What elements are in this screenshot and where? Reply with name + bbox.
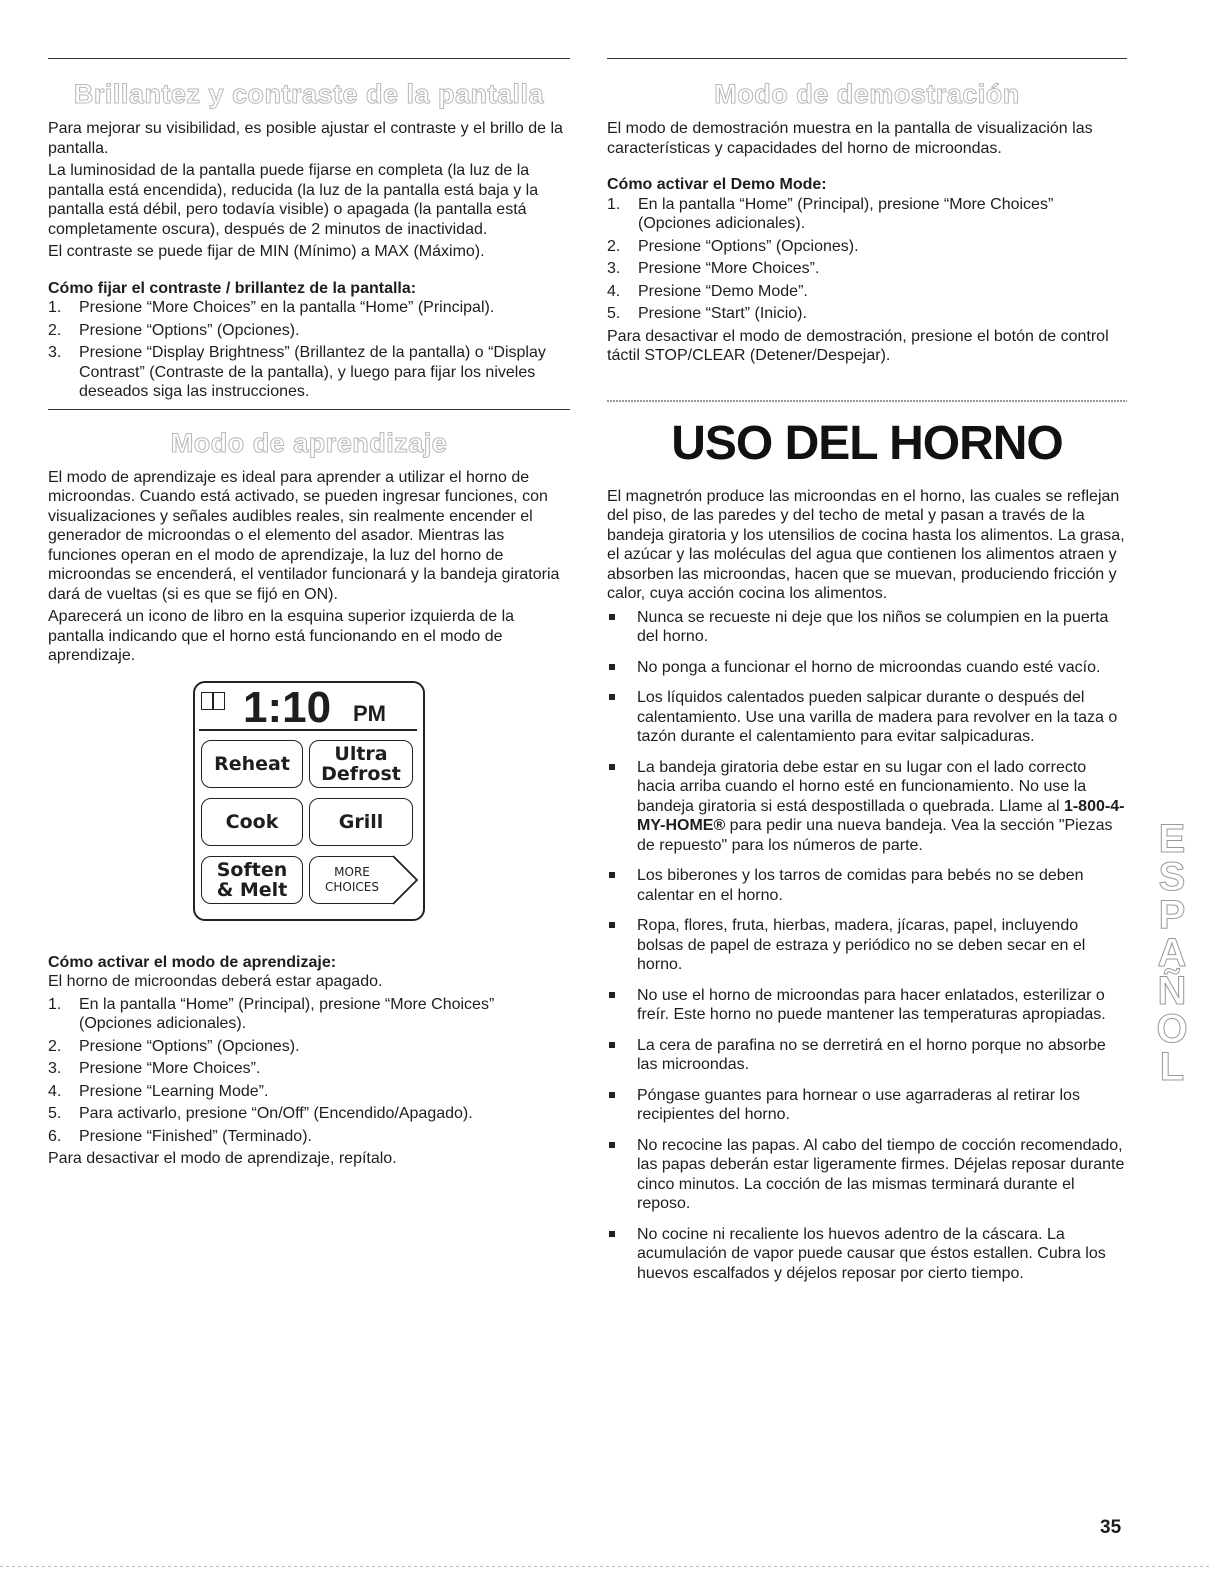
step-text: Presione “Finished” (Terminado). (79, 1127, 312, 1145)
list-item (607, 986, 1127, 1025)
ultra-defrost-button: Ultra Defrost (309, 740, 413, 788)
square-bullet-icon (609, 872, 615, 878)
step-number: 4. (607, 282, 621, 300)
brillo-p1: Para mejorar su visibilidad, es posible ajustar el contraste y el brillo de la pantalla. (48, 120, 563, 157)
list-item (607, 866, 1127, 905)
page-number: 35 (1100, 1517, 1122, 1538)
grill-button: Grill (309, 798, 413, 846)
step-text: Presione “Options” (Opciones). (79, 1037, 300, 1055)
square-bullet-icon (609, 1231, 615, 1237)
step-number: 2. (48, 321, 62, 339)
section-rule (48, 58, 570, 59)
bullet-text: Los biberones y los tarros de comidas para bebés no se deben calentar en el horno. (637, 867, 1084, 904)
square-bullet-icon (609, 664, 615, 670)
bullet-text: No use el horno de microondas para hacer enlatados, esterilizar o freír. Este horno no puede mantener las temperaturas apropiadas. (637, 986, 1106, 1023)
step-item (48, 995, 570, 1034)
more-choices-arrow-icon (391, 855, 419, 905)
bullet-text: La bandeja giratoria debe estar en su lugar con el lado correcto hacia arriba cuando el horno esté en funcionamiento. No use la bandeja giratoria si está despostillada o quebrada. Llame al 1-800-4-MY-HOME® para pedir una nueva bandeja. Vea la sección "Piezas de repuesto" para los números de parte. (637, 758, 1125, 854)
list-item (607, 916, 1127, 975)
uso-bullets (607, 608, 1127, 1284)
demo-heading: Modo de demostración (714, 79, 1020, 109)
uso-heading: USO DEL HORNO (671, 416, 1063, 470)
step-number: 6. (48, 1127, 62, 1145)
step-number: 2. (607, 237, 621, 255)
step-text: Presione “Demo Mode”. (638, 282, 808, 300)
step-item (607, 282, 1127, 302)
aprendizaje-p1: El modo de aprendizaje es ideal para aprender a utilizar el horno de microondas. Cuando está activado, se pueden ingresar funciones, con visualizaciones y señales audibles reales, sin realmente encender el generador de microondas o el elemento del asador. Mientras las funciones operan en el modo de aprendizaje, la luz del horno de microondas se encenderá, el ventilador funcionará y la bandeja giratoria dará de vueltas (si es que se fijó en ON). (48, 468, 560, 603)
step-text: Presione “More Choices” en la pantalla “Home” (Principal). (79, 299, 495, 316)
step-item (607, 195, 1127, 234)
step-item (48, 1059, 570, 1079)
brillo-p3: El contraste se puede fijar de MIN (Mínimo) a MAX (Máximo). (48, 243, 485, 260)
side-tab-letter: S (1158, 855, 1186, 899)
uso-p1: El magnetrón produce las microondas en el horno, las cuales se reflejan del piso, de las paredes y del techo de metal y pasan a través de la bandeja giratoria y los utensilios de cocina hasta los alimentos. La grasa, el azúcar y las moléculas del agua que contienen los alimentos atraen y absorben las microondas, hacen que se muevan, produciendo fricción y calor, cuya acción cocina los alimentos. (607, 487, 1125, 602)
step-text: Presione “Options” (Opciones). (638, 237, 859, 255)
list-item (607, 1225, 1127, 1284)
square-bullet-icon (609, 992, 615, 998)
step-number: 4. (48, 1082, 62, 1100)
step-number: 5. (48, 1105, 62, 1122)
square-bullet-icon (609, 922, 615, 928)
aprendizaje-heading: Modo de aprendizaje (170, 427, 448, 458)
more-choices-button: MORE CHOICES (309, 856, 394, 904)
section-rule (607, 58, 1127, 59)
step-item (607, 259, 1127, 279)
step-text: Presione “Options” (Opciones). (79, 321, 300, 339)
step-text: Presione “More Choices”. (638, 260, 820, 277)
step-item (48, 298, 570, 318)
bullet-text: Los líquidos calentados pueden salpicar durante o después del calentamiento. Use una varilla de madera para revolver en la taza o tazón durante el calentamiento para evitar salpicaduras. (637, 689, 1118, 745)
square-bullet-icon (609, 1092, 615, 1098)
step-number: 3. (48, 344, 62, 361)
demo-subheading: Cómo activar el Demo Mode: (607, 176, 827, 193)
step-text: En la pantalla “Home” (Principal), presione “More Choices” (Opciones adicionales). (638, 195, 1054, 232)
square-bullet-icon (609, 614, 615, 620)
step-number: 2. (48, 1037, 62, 1055)
step-item (607, 304, 1127, 324)
left-column (48, 58, 570, 1169)
side-tab-letter: P (1158, 893, 1186, 937)
step-number: 1. (48, 299, 62, 316)
list-item (607, 758, 1127, 856)
step-item (48, 343, 570, 402)
book-icon (201, 692, 225, 710)
square-bullet-icon (609, 694, 615, 700)
page-bottom-line (0, 1566, 1211, 1567)
aprendizaje-intro: El horno de microondas deberá estar apagado. (48, 973, 383, 990)
bullet-text: Ropa, flores, fruta, hierbas, madera, jícaras, papel, incluyendo bolsas de papel de estraza y periódico no se deben secar en el horno. (637, 917, 1086, 973)
soften-melt-button: Soften & Melt (201, 856, 303, 904)
demo-steps (607, 195, 1127, 324)
brillo-subheading: Cómo fijar el contraste / brillantez de la pantalla: (48, 279, 417, 297)
step-item (48, 1037, 570, 1057)
step-number: 1. (607, 195, 621, 213)
step-text: Presione “Start” (Inicio). (638, 305, 807, 322)
aprendizaje-outro: Para desactivar el modo de aprendizaje, repítalo. (48, 1150, 397, 1167)
step-item (48, 321, 570, 341)
brillo-heading: Brillantez y contraste de la pantalla (73, 79, 545, 109)
step-item (48, 1082, 570, 1102)
step-item (48, 1104, 570, 1124)
step-number: 5. (607, 305, 621, 322)
step-text: En la pantalla “Home” (Principal), presione “More Choices” (Opciones adicionales). (79, 995, 495, 1032)
square-bullet-icon (609, 1142, 615, 1148)
step-number: 1. (48, 995, 62, 1013)
step-item (607, 237, 1127, 257)
display-time: 1:10 (243, 682, 332, 732)
step-text: Presione “More Choices”. (79, 1060, 261, 1077)
bullet-text: No recocine las papas. Al cabo del tiempo de cocción recomendado, las papas deberán estar ligeramente firmes. Déjelas reposar durante cinco minutos. La cocción de las mismas terminará durante el reposo. (637, 1136, 1125, 1212)
reheat-button: Reheat (201, 740, 303, 788)
aprendizaje-steps (48, 995, 570, 1147)
square-bullet-icon (609, 764, 615, 770)
language-side-tab (1148, 817, 1196, 1089)
list-item (607, 688, 1127, 747)
list-item (607, 1086, 1127, 1125)
square-bullet-icon (609, 1042, 615, 1048)
list-item (607, 1136, 1127, 1214)
bullet-text: No cocine ni recaliente los huevos adentro de la cáscara. La acumulación de vapor puede causar que éstos estallen. Cubra los huevos escalfados y déjelos reposar por cierto tiempo. (637, 1225, 1106, 1282)
step-item (48, 1127, 570, 1147)
step-number: 3. (607, 260, 621, 277)
brillo-p2: La luminosidad de la pantalla puede fijarse en completa (la luz de la pantalla está encendida), reducida (la luz de la pantalla está baja y la pantalla está débil, pero todavía visible) o apagada (la pantalla está completamente oscura), después de 2 minutos de inactividad. (48, 162, 539, 238)
side-tab-letter: E (1158, 817, 1186, 861)
oven-display-illustration (193, 681, 425, 921)
display-ampm: PM (353, 700, 386, 726)
bullet-text: La cera de parafina no se derretirá en el horno porque no absorbe las microondas. (637, 1036, 1106, 1073)
list-item (607, 658, 1127, 678)
aprendizaje-p2: Aparecerá un icono de libro en la esquina superior izquierda de la pantalla indicando que el horno está funcionando en el modo de aprendizaje. (48, 608, 515, 664)
cook-button: Cook (201, 798, 303, 846)
demo-p1: El modo de demostración muestra en la pantalla de visualización las características y capacidades del horno de microondas. (607, 120, 1093, 157)
brillo-steps (48, 298, 570, 402)
bullet-text: Nunca se recueste ni deje que los niños se columpien en la puerta del horno. (637, 608, 1109, 645)
side-tab-letter: O (1156, 1007, 1188, 1051)
right-column (607, 58, 1127, 1294)
side-tab-letter: A (1157, 931, 1187, 975)
list-item (607, 1036, 1127, 1075)
bullet-text: Póngase guantes para hornear o use agarraderas al retirar los recipientes del horno. (637, 1086, 1080, 1123)
list-item (607, 608, 1127, 647)
bullet-text: No ponga a funcionar el horno de microondas cuando esté vacío. (637, 658, 1101, 676)
display-divider (199, 729, 417, 731)
side-tab-letter: L (1159, 1045, 1185, 1089)
step-number: 3. (48, 1060, 62, 1077)
section-rule (48, 409, 570, 410)
step-text: Para activarlo, presione “On/Off” (Encendido/Apagado). (79, 1105, 473, 1122)
section-rule (607, 400, 1127, 402)
step-text: Presione “Learning Mode”. (79, 1082, 269, 1100)
step-text: Presione “Display Brightness” (Brillantez de la pantalla) o “Display Contrast” (Contraste de la pantalla), y luego para fijar los niveles deseados siga las instrucciones. (79, 344, 546, 400)
side-tab-letter: Ñ (1157, 969, 1187, 1013)
demo-outro: Para desactivar el modo de demostración, presione el botón de control táctil STOP/CLEAR (Detener/Despejar). (607, 327, 1109, 364)
aprendizaje-subheading: Cómo activar el modo de aprendizaje: (48, 953, 337, 971)
